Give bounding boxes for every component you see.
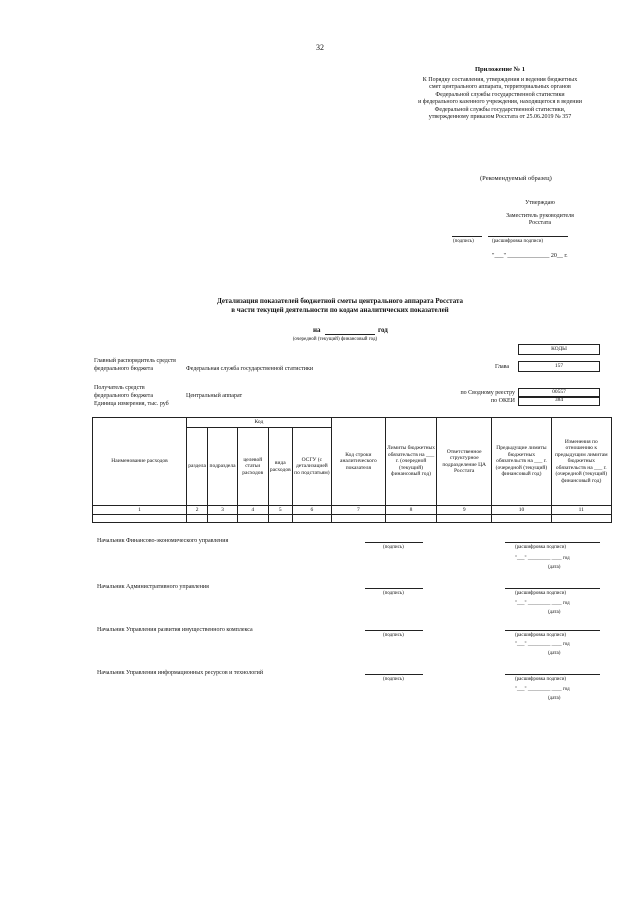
manager-label-1: Главный распорядитель средств bbox=[94, 358, 176, 364]
signature-sign-label: (подпись) bbox=[383, 591, 404, 596]
approval-org: Росстата bbox=[528, 220, 552, 226]
appendix-line: утвержденному приказом Росстата от 25.06.2019 № 357 bbox=[428, 114, 572, 120]
manager-value: Федеральная служба государственной статистики bbox=[186, 366, 314, 372]
col-csr: целевой статьи расходов bbox=[237, 428, 268, 506]
appendix-line: Федеральной службы государственной статистики, bbox=[434, 106, 566, 113]
date-label: (дата) bbox=[548, 696, 561, 701]
signature-line bbox=[365, 630, 423, 631]
signature-line bbox=[365, 542, 423, 543]
col-number: 11 bbox=[551, 506, 611, 515]
glava-code: 157 bbox=[518, 361, 600, 372]
page-number: 32 bbox=[316, 43, 324, 52]
signature-line bbox=[365, 588, 423, 589]
signature-sign-label: (подпись) bbox=[383, 633, 404, 638]
doc-year-note: (очередной (текущий) финансовый год) bbox=[292, 337, 378, 342]
signature-line bbox=[365, 674, 423, 675]
col-number: 2 bbox=[187, 506, 208, 515]
col-number: 10 bbox=[492, 506, 551, 515]
appendix-line: К Порядку составления, утверждения и ведения бюджетных bbox=[422, 76, 578, 83]
decode-label: (расшифровка подписи) bbox=[515, 633, 567, 638]
approval-decode-label: (расшифровка подписи) bbox=[492, 239, 544, 244]
appendix-block bbox=[380, 66, 620, 122]
col-line-code: Код строки аналитического показателя bbox=[331, 418, 385, 506]
decode-line bbox=[505, 674, 600, 675]
col-number: 8 bbox=[385, 506, 436, 515]
spravochnik-code: 00557 bbox=[518, 388, 600, 398]
okei-code: 384 bbox=[518, 396, 600, 406]
col-razdel: раздела bbox=[187, 428, 208, 506]
budget-table bbox=[92, 417, 612, 523]
approval-approved: Утверждаю bbox=[525, 200, 555, 206]
codes-header: КОДЫ bbox=[518, 344, 600, 355]
recipient-label-2: федерального бюджета bbox=[94, 393, 154, 399]
table-row bbox=[93, 515, 612, 523]
col-responsible: Ответственное структурное подразделение ЦА Росстата bbox=[437, 418, 492, 506]
col-prev-limits: Предыдущие лимиты бюджетных обязательств на ___ г. (очередной (текущий) финансовый год) bbox=[492, 418, 551, 506]
signature-title: Начальник Административного управления bbox=[97, 584, 209, 590]
col-number: 6 bbox=[292, 506, 331, 515]
approval-date-line: "___" ______________ 20__ г. bbox=[492, 253, 568, 259]
doc-year-line bbox=[325, 334, 375, 335]
signature-title: Начальник Финансово-экономического управления bbox=[97, 538, 229, 544]
decode-label: (расшифровка подписи) bbox=[515, 591, 567, 596]
recommended-sample: (Рекомендуемый образец) bbox=[480, 175, 552, 182]
date-line: "___" _________ ____ год bbox=[515, 687, 570, 692]
date-label: (дата) bbox=[548, 565, 561, 570]
appendix-title: Приложение № 1 bbox=[474, 66, 526, 73]
date-line: "___" _________ ____ год bbox=[515, 556, 570, 561]
decode-line bbox=[505, 630, 600, 631]
decode-label: (расшифровка подписи) bbox=[515, 677, 567, 682]
appendix-line: смет центрального аппарата, территориальных органов bbox=[429, 84, 571, 90]
col-number: 4 bbox=[237, 506, 268, 515]
date-label: (дата) bbox=[548, 651, 561, 656]
col-name: Наименование расходов bbox=[93, 418, 187, 506]
okei-label: по ОКЕИ bbox=[490, 398, 515, 404]
col-vid: вида расходов bbox=[268, 428, 292, 506]
col-limits: Лимиты бюджетных обязательств на ___ г. (очередной (текущий) финансовый год) bbox=[385, 418, 436, 506]
col-code-group: Код bbox=[187, 418, 332, 428]
col-number: 3 bbox=[208, 506, 238, 515]
col-number: 1 bbox=[93, 506, 187, 515]
signature-sign-label: (подпись) bbox=[383, 677, 404, 682]
doc-title-line-2: в части текущей деятельности по кодам аналитических показателей bbox=[231, 306, 449, 314]
col-osgu: ОСГУ (с детализацией по подстатьям) bbox=[292, 428, 331, 506]
manager-label-2: федерального бюджета bbox=[94, 366, 154, 372]
date-line: "___" _________ ____ год bbox=[515, 601, 570, 606]
approval-sign-line bbox=[452, 236, 482, 237]
appendix-line: Федеральной службы государственной статистики bbox=[435, 91, 565, 98]
col-number: 7 bbox=[331, 506, 385, 515]
decode-line bbox=[505, 542, 600, 543]
col-podrazdel: подраздела bbox=[208, 428, 238, 506]
doc-year-prefix: на bbox=[313, 326, 321, 334]
approval-sign-label: (подпись) bbox=[453, 239, 474, 244]
doc-year-suffix: год bbox=[378, 326, 388, 334]
approval-decode-line bbox=[488, 236, 568, 237]
signature-title: Начальник Управления развития имущественного комплекса bbox=[97, 627, 253, 633]
date-label: (дата) bbox=[548, 610, 561, 615]
col-changes: Изменения по отношению к предыдущим лимитам бюджетных обязательств на ___ г. (очередной (текущий) финансовый год) bbox=[551, 418, 611, 506]
appendix-line: и федерального казенного учреждения, находящегося в ведении bbox=[418, 99, 582, 105]
col-number: 9 bbox=[437, 506, 492, 515]
signature-sign-label: (подпись) bbox=[383, 545, 404, 550]
signature-title: Начальник Управления информационных ресурсов и технологий bbox=[97, 670, 264, 676]
decode-line bbox=[505, 588, 600, 589]
decode-label: (расшифровка подписи) bbox=[515, 545, 567, 550]
recipient-value: Центральный аппарат bbox=[186, 393, 243, 399]
recipient-label-1: Получатель средств bbox=[94, 385, 145, 391]
spravochnik-label: по Сводному реестру bbox=[460, 390, 515, 396]
date-line: "___" _________ ____ год bbox=[515, 642, 570, 647]
glava-label: Глава bbox=[495, 364, 510, 370]
approval-position: Заместитель руководителя bbox=[506, 213, 574, 219]
col-number: 5 bbox=[268, 506, 292, 515]
doc-title-line-1: Детализация показателей бюджетной сметы центрального аппарата Росстата bbox=[216, 297, 464, 305]
unit-label: Единица измерения, тыс. руб bbox=[94, 401, 169, 407]
